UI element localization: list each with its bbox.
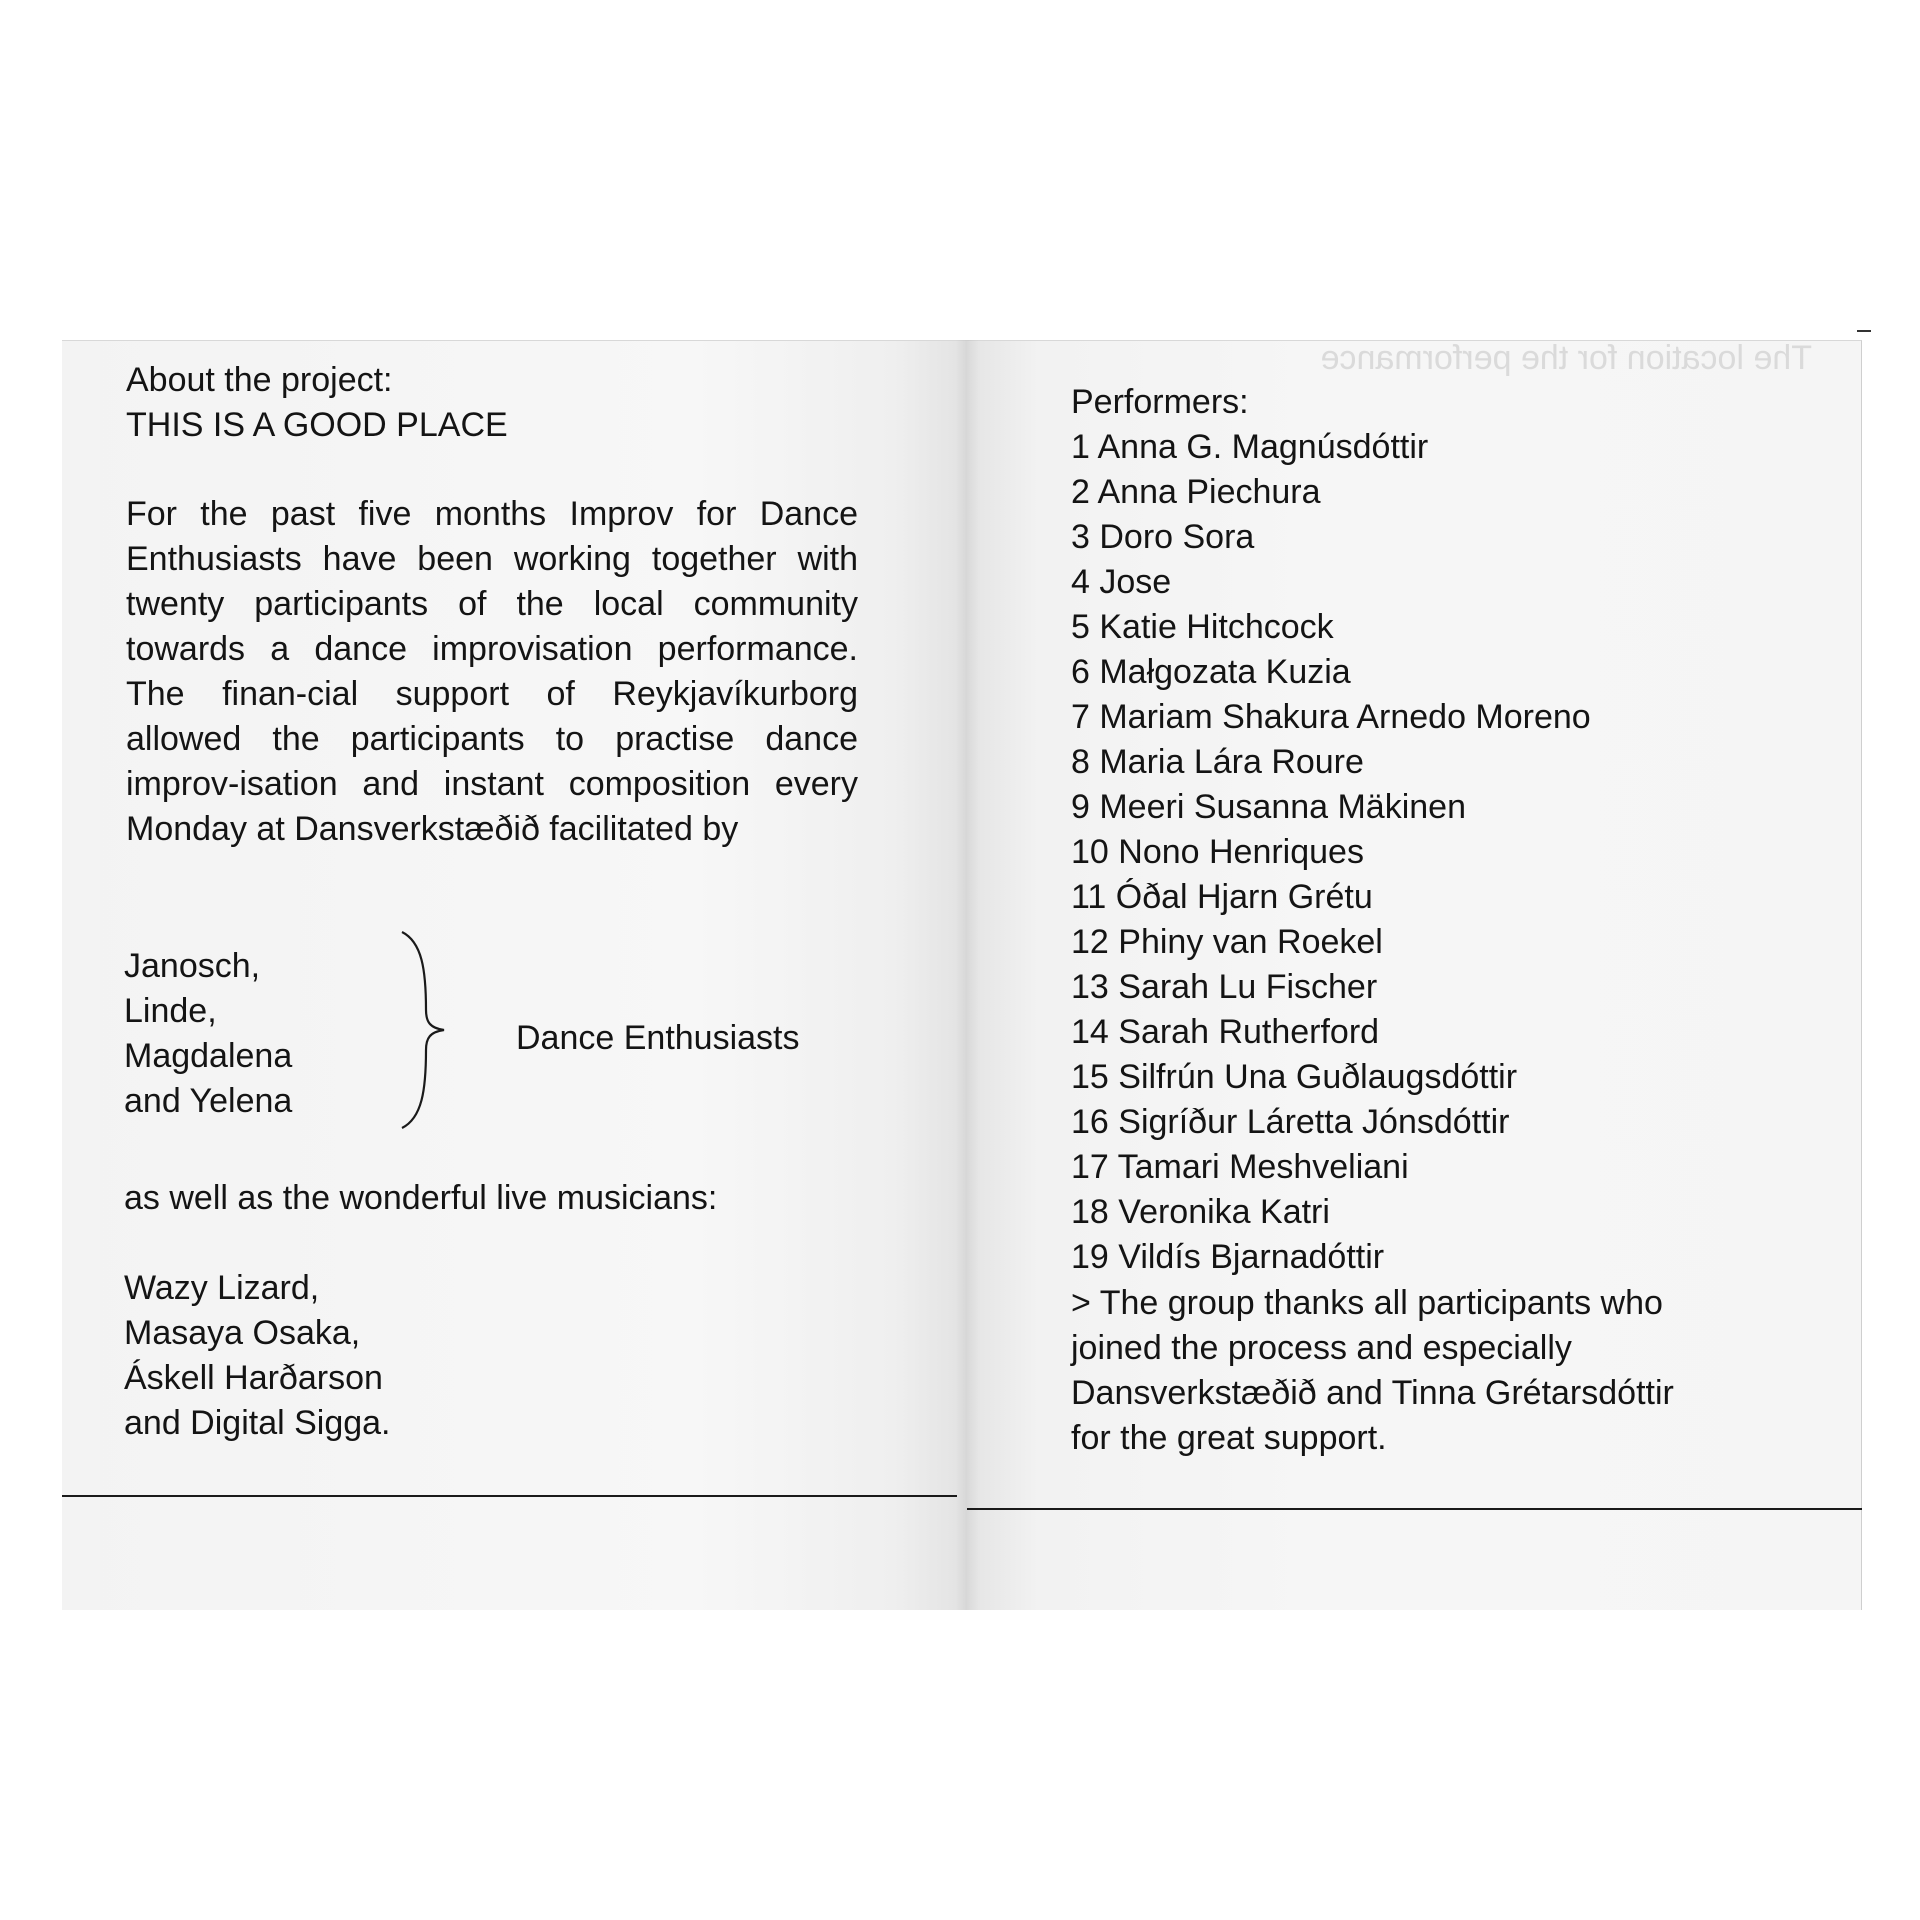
- thanks-line: joined the process and especially: [1071, 1329, 1572, 1367]
- performer-item: 1 Anna G. Magnúsdóttir: [1071, 428, 1429, 466]
- performer-item: 6 Małgozata Kuzia: [1071, 653, 1351, 691]
- performer-item: 12 Phiny van Roekel: [1071, 923, 1383, 961]
- musician-name: Wazy Lizard,: [124, 1269, 320, 1307]
- musician-name: Áskell Harðarson: [124, 1359, 383, 1397]
- performer-item: 18 Veronika Katri: [1071, 1193, 1330, 1231]
- project-title: THIS IS A GOOD PLACE: [126, 406, 508, 444]
- performers-list: [1071, 380, 1831, 1280]
- about-heading: About the project:: [126, 361, 393, 399]
- thanks-line: for the great support.: [1071, 1419, 1387, 1457]
- performer-item: 5 Katie Hitchcock: [1071, 608, 1334, 646]
- performer-item: 3 Doro Sora: [1071, 518, 1255, 556]
- right-divider-line: [967, 1508, 1862, 1510]
- musician-name: Masaya Osaka,: [124, 1314, 361, 1352]
- musicians-intro: as well as the wonderful live musicians:: [124, 1179, 718, 1217]
- performer-item: 11 Óðal Hjarn Grétu: [1071, 878, 1373, 916]
- performer-item: 14 Sarah Rutherford: [1071, 1013, 1380, 1051]
- performer-item: 9 Meeri Susanna Mäkinen: [1071, 788, 1467, 826]
- performer-item: 10 Nono Henriques: [1071, 833, 1364, 871]
- musicians-list: [124, 1266, 391, 1446]
- facilitator-name: Janosch,: [124, 947, 261, 985]
- show-through-text: The location for the performance: [1320, 339, 1812, 377]
- musician-name: and Digital Sigga.: [124, 1404, 391, 1442]
- page-gutter: [955, 340, 979, 1610]
- intro-paragraph: For the past five months Improv for Dance Enthusiasts have been working together with twenty participants of the local community towards a dance improvisation performance. The finan-cial support of Reykjavíkurborg allowed the participants to practise dance improv-isation and instant composition every Monday at Dansverkstæðið facilitated by: [126, 495, 858, 848]
- left-divider-line: [62, 1495, 957, 1497]
- facilitator-name: Linde,: [124, 992, 217, 1030]
- performer-item: 13 Sarah Lu Fischer: [1071, 968, 1378, 1006]
- group-label: Dance Enthusiasts: [516, 1019, 800, 1057]
- project-header: [126, 358, 858, 448]
- scan-mark: [1857, 330, 1871, 332]
- thanks-line: Dansverkstæðið and Tinna Grétarsdóttir: [1071, 1374, 1674, 1412]
- performer-item: 7 Mariam Shakura Arnedo Moreno: [1071, 698, 1591, 736]
- performer-item: 16 Sigríður Láretta Jónsdóttir: [1071, 1103, 1510, 1141]
- performer-item: 19 Vildís Bjarnadóttir: [1071, 1238, 1385, 1276]
- performers-heading: Performers:: [1071, 383, 1249, 421]
- facilitator-name: Magdalena: [124, 1037, 293, 1075]
- performer-item: 8 Maria Lára Roure: [1071, 743, 1364, 781]
- performer-item: 15 Silfrún Una Guðlaugsdóttir: [1071, 1058, 1518, 1096]
- facilitator-name: and Yelena: [124, 1082, 293, 1120]
- performer-item: 4 Jose: [1071, 563, 1172, 601]
- thanks-note: [1071, 1281, 1831, 1461]
- booklet-spread: [62, 340, 1862, 1610]
- thanks-line: > The group thanks all participants who: [1071, 1284, 1663, 1322]
- facilitators-list: [124, 944, 384, 1124]
- performer-item: 2 Anna Piechura: [1071, 473, 1321, 511]
- performer-item: 17 Tamari Meshveliani: [1071, 1148, 1409, 1186]
- curly-brace-icon: [400, 930, 450, 1130]
